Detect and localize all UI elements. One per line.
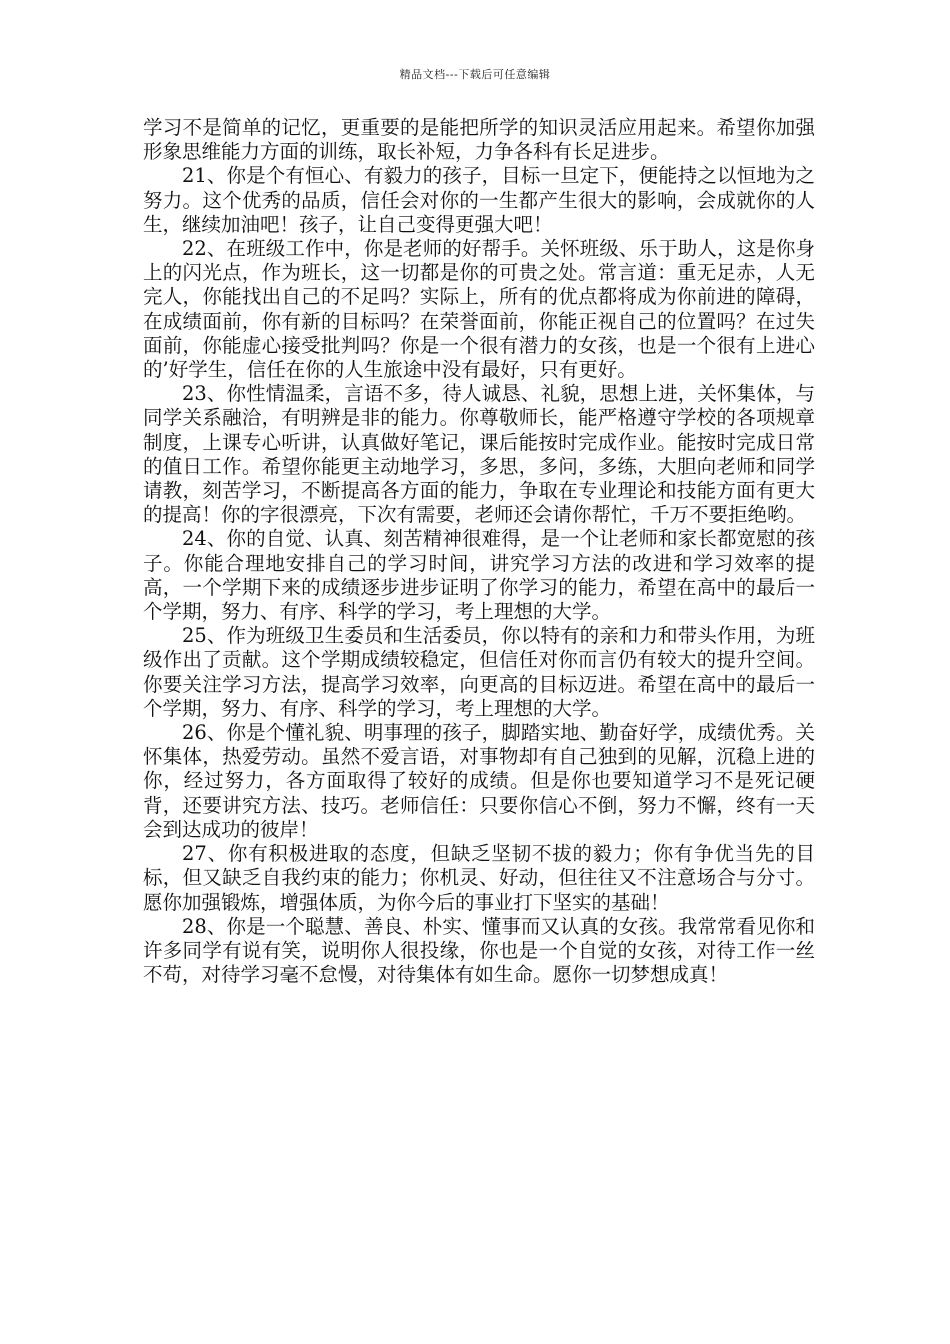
paragraph-28: 28、你是一个聪慧、善良、朴实、懂事而又认真的女孩。我常常看见你和许多同学有说有笑，说明你人很投缘，你也是一个自觉的女孩，对待工作一丝不苟，对待学习毫不怠慢，对待集体有如生命。愿你一切梦想成真！ [143, 914, 815, 987]
paragraph-26: 26、你是个懂礼貌、明事理的孩子，脚踏实地、勤奋好学，成绩优秀。关怀集体，热爱劳动。虽然不爱言语，对事物却有自己独到的见解，沉稳上进的你，经过努力，各方面取得了较好的成绩。但是你也要知道学习不是死记硬背，还要讲究方法、技巧。老师信任：只要你信心不倒，努力不懈，终有一天会到达成功的彼岸！ [143, 721, 815, 841]
paragraph-continuation: 学习不是简单的记忆，更重要的是能把所学的知识灵活应用起来。希望你加强形象思维能力方面的训练，取长补短，力争各科有长足进步。 [143, 116, 815, 164]
page-header: 精品文档---下载后可任意编辑 [399, 68, 551, 81]
document-body [143, 116, 815, 987]
paragraph-22: 22、在班级工作中，你是老师的好帮手。关怀班级、乐于助人，这是你身上的闪光点，作为班长，这一切都是你的可贵之处。常言道：重无足赤，人无完人，你能找出自己的不足吗？实际上，所有的优点都将成为你前进的障碍，在成绩面前，你有新的目标吗？在荣誉面前，你能正视自己的位置吗？在过失面前，你能虚心接受批判吗？你是一个很有潜力的女孩，也是一个很有上进心的’好学生，信任在你的人生旅途中没有最好，只有更好。 [143, 237, 815, 382]
paragraph-21: 21、你是个有恒心、有毅力的孩子，目标一旦定下，便能持之以恒地为之努力。这个优秀的品质，信任会对你的一生都产生很大的影响，会成就你的人生，继续加油吧！孩子，让自己变得更强大吧！ [143, 164, 815, 236]
paragraph-25: 25、作为班级卫生委员和生活委员，你以特有的亲和力和带头作用，为班级作出了贡献。这个学期成绩较稳定，但信任对你而言仍有较大的提升空间。你要关注学习方法，提高学习效率，向更高的目标迈进。希望在高中的最后一个学期，努力、有序、科学的学习，考上理想的大学。 [143, 624, 815, 720]
paragraph-27: 27、你有积极进取的态度，但缺乏坚韧不拔的毅力；你有争优当先的目标，但又缺乏自我约束的能力；你机灵、好动，但往往又不注意场合与分寸。愿你加强锻炼，增强体质，为你今后的事业打下坚实的基础！ [143, 842, 815, 914]
paragraph-23: 23、你性情温柔，言语不多，待人诚恳、礼貌，思想上进，关怀集体，与同学关系融洽，有明辨是非的能力。你尊敬师长，能严格遵守学校的各项规章制度，上课专心听讲，认真做好笔记，课后能按时完成作业。能按时完成日常的值日工作。希望你能更主动地学习，多思，多问，多练，大胆向老师和同学请教，刻苦学习，不断提高各方面的能力，争取在专业理论和技能方面有更大的提高！你的字很漂亮，下次有需要，老师还会请你帮忙，千万不要拒绝哟。 [143, 382, 815, 527]
paragraph-24: 24、你的自觉、认真、刻苦精神很难得，是一个让老师和家长都宽慰的孩子。你能合理地安排自己的学习时间，讲究学习方法的改进和学习效率的提高，一个学期下来的成绩逐步进步证明了你学习的能力，希望在高中的最后一个学期，努力、有序、科学的学习，考上理想的大学。 [143, 527, 815, 624]
